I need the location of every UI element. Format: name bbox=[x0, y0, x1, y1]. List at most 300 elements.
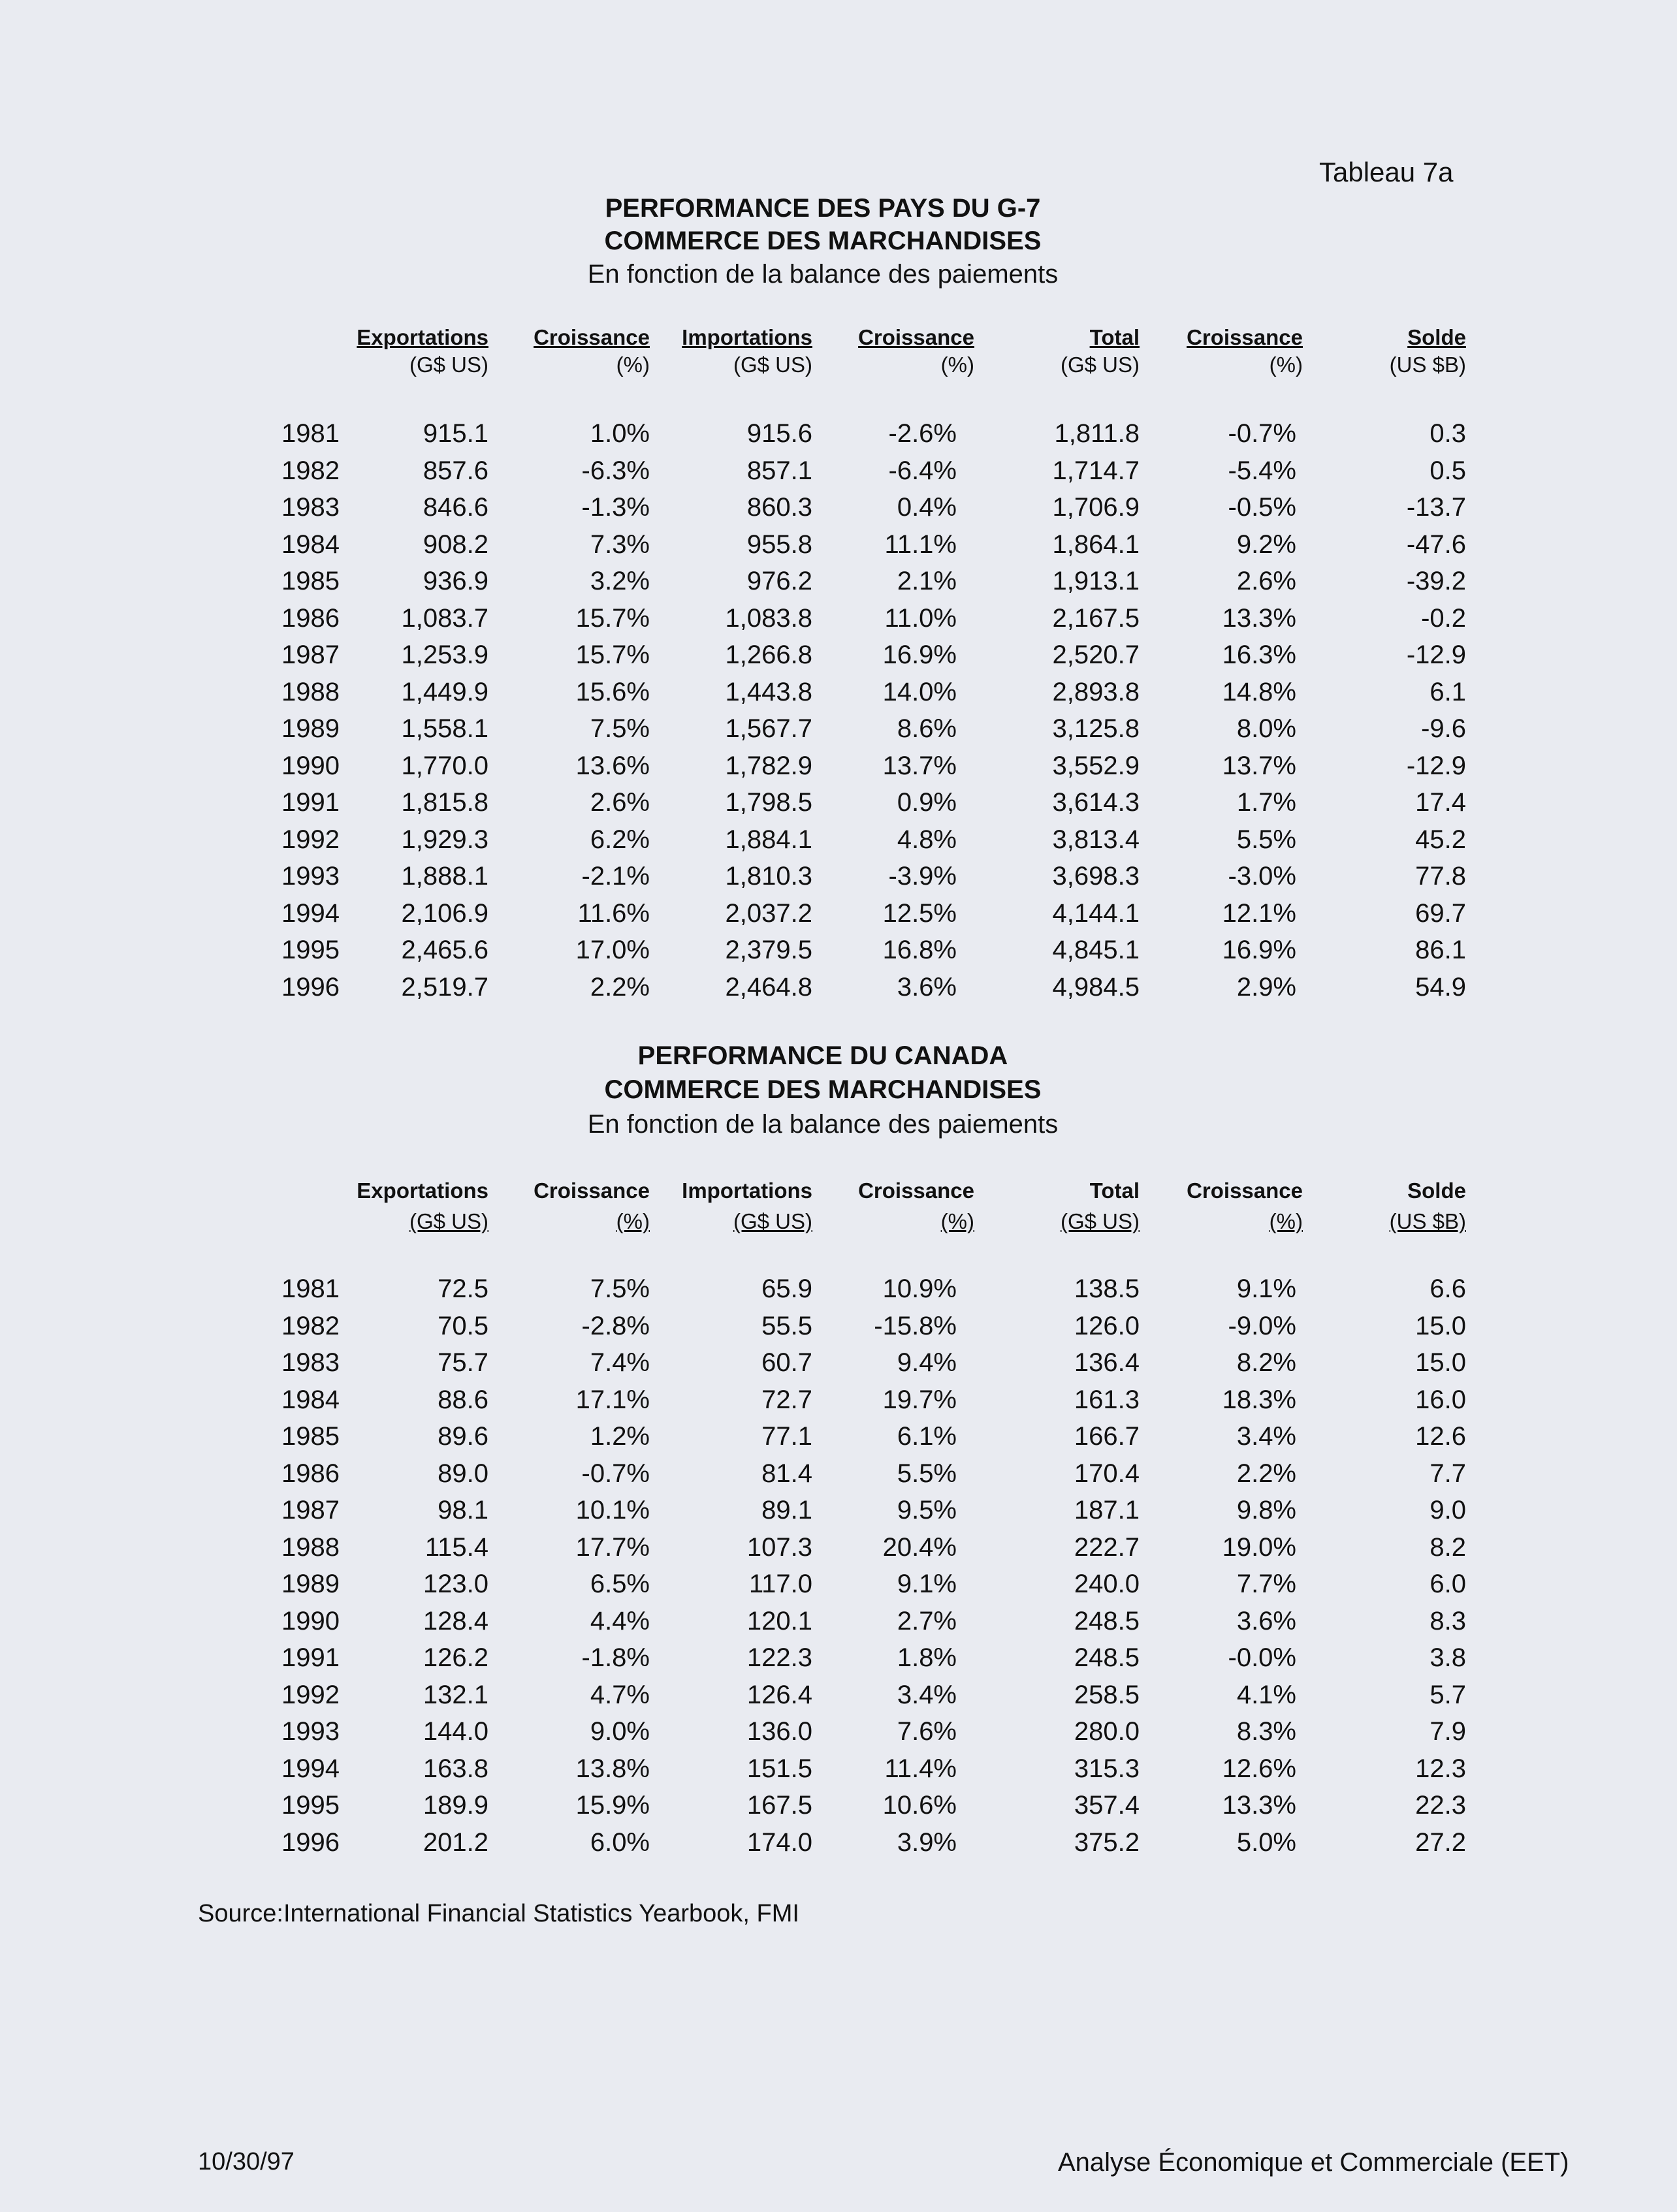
value-cell: 2,167.5 bbox=[1052, 603, 1140, 633]
value-cell: 117.0 bbox=[748, 1570, 812, 1598]
value-cell: 132.1 bbox=[423, 1680, 488, 1709]
value-cell: 10.9% bbox=[882, 1274, 957, 1303]
value-cell: -3.9% bbox=[888, 862, 957, 891]
value-cell: 136.0 bbox=[746, 1717, 812, 1746]
year-cell: 1983 bbox=[281, 1348, 340, 1377]
value-cell: 1,443.8 bbox=[725, 677, 812, 706]
value-cell: -0.2 bbox=[1421, 603, 1466, 633]
year-cell: 1994 bbox=[281, 898, 340, 928]
value-cell: 2.6% bbox=[590, 788, 650, 817]
value-cell: 4.1% bbox=[1236, 1680, 1296, 1709]
value-cell: 65.9 bbox=[761, 1274, 812, 1303]
value-cell: 4,984.5 bbox=[1052, 972, 1140, 1002]
value-cell: 3.6% bbox=[1236, 1606, 1296, 1635]
value-cell: 6.0% bbox=[590, 1827, 650, 1857]
value-cell: 2.6% bbox=[1236, 567, 1296, 595]
value-cell: 8.2 bbox=[1429, 1532, 1466, 1562]
g7-unit-2: (G$ US) bbox=[733, 353, 812, 377]
table-row bbox=[0, 1754, 1677, 1791]
value-cell: -0.5% bbox=[1228, 493, 1296, 522]
value-cell: 1,567.7 bbox=[725, 714, 812, 743]
value-cell: 1,706.9 bbox=[1052, 493, 1140, 522]
value-cell: 1,083.8 bbox=[725, 603, 812, 633]
value-cell: 2,464.8 bbox=[725, 972, 812, 1002]
year-cell: 1989 bbox=[281, 714, 340, 743]
table-row bbox=[0, 1717, 1677, 1754]
value-cell: 107.3 bbox=[746, 1532, 812, 1562]
g7-unit-0: (G$ US) bbox=[409, 353, 488, 377]
value-cell: 89.1 bbox=[761, 1496, 812, 1525]
value-cell: 126.4 bbox=[746, 1680, 812, 1709]
value-cell: 15.6% bbox=[575, 677, 650, 706]
value-cell: 222.7 bbox=[1074, 1532, 1140, 1562]
value-cell: 7.9 bbox=[1429, 1717, 1466, 1746]
value-cell: 12.6% bbox=[1222, 1754, 1296, 1783]
value-cell: 6.1% bbox=[897, 1422, 957, 1451]
canada-unit-3: (%) bbox=[940, 1209, 974, 1233]
value-cell: 128.4 bbox=[423, 1606, 488, 1635]
year-cell: 1988 bbox=[281, 1532, 340, 1562]
value-cell: 10.1% bbox=[575, 1496, 650, 1525]
value-cell: 136.4 bbox=[1074, 1348, 1140, 1377]
table-row bbox=[0, 1348, 1677, 1385]
value-cell: 15.0 bbox=[1415, 1348, 1466, 1377]
value-cell: 936.9 bbox=[423, 567, 488, 595]
value-cell: 9.8% bbox=[1236, 1496, 1296, 1525]
value-cell: -15.8% bbox=[874, 1311, 957, 1340]
value-cell: 3.8 bbox=[1429, 1643, 1466, 1672]
canada-header-6: Solde bbox=[1407, 1178, 1466, 1203]
canada-subtitle: COMMERCE DES MARCHANDISES bbox=[604, 1075, 1042, 1104]
table-row bbox=[0, 1274, 1677, 1311]
value-cell: 6.1 bbox=[1429, 677, 1466, 706]
year-cell: 1985 bbox=[281, 567, 340, 595]
value-cell: 4,845.1 bbox=[1052, 936, 1140, 964]
value-cell: 3.4% bbox=[1236, 1422, 1296, 1451]
value-cell: 9.2% bbox=[1236, 529, 1296, 559]
year-cell: 1984 bbox=[281, 1385, 340, 1414]
g7-header-5: Croissance bbox=[1187, 325, 1303, 349]
value-cell: 11.6% bbox=[577, 898, 650, 928]
value-cell: 915.6 bbox=[746, 419, 812, 448]
value-cell: 8.6% bbox=[897, 714, 957, 743]
year-cell: 1984 bbox=[281, 529, 340, 559]
value-cell: 174.0 bbox=[746, 1827, 812, 1857]
value-cell: 120.1 bbox=[746, 1606, 812, 1635]
value-cell: 14.8% bbox=[1222, 677, 1296, 706]
value-cell: 9.4% bbox=[897, 1348, 957, 1377]
value-cell: 187.1 bbox=[1074, 1496, 1140, 1525]
value-cell: 9.5% bbox=[897, 1496, 957, 1525]
table-row bbox=[0, 1385, 1677, 1422]
value-cell: 123.0 bbox=[423, 1570, 488, 1598]
value-cell: 122.3 bbox=[746, 1643, 812, 1672]
value-cell: 1,782.9 bbox=[725, 751, 812, 780]
value-cell: 908.2 bbox=[423, 529, 488, 559]
value-cell: 15.9% bbox=[575, 1791, 650, 1820]
table-row bbox=[0, 1643, 1677, 1680]
year-cell: 1990 bbox=[281, 1606, 340, 1635]
value-cell: 13.6% bbox=[575, 751, 650, 780]
value-cell: 1,770.0 bbox=[401, 751, 488, 780]
value-cell: 1,449.9 bbox=[401, 677, 488, 706]
value-cell: -2.8% bbox=[581, 1311, 650, 1340]
value-cell: 89.6 bbox=[438, 1422, 488, 1451]
value-cell: 7.5% bbox=[590, 1274, 650, 1303]
g7-header-6: Solde bbox=[1407, 325, 1466, 349]
value-cell: 6.0 bbox=[1429, 1570, 1466, 1598]
value-cell: 2,106.9 bbox=[401, 898, 488, 928]
document-date: 10/30/97 bbox=[198, 2148, 295, 2175]
value-cell: 955.8 bbox=[746, 529, 812, 559]
value-cell: 2,465.6 bbox=[401, 936, 488, 964]
year-cell: 1994 bbox=[281, 1754, 340, 1783]
value-cell: 166.7 bbox=[1074, 1422, 1140, 1451]
canada-unit-2: (G$ US) bbox=[733, 1209, 812, 1233]
value-cell: 151.5 bbox=[746, 1754, 812, 1783]
value-cell: 1.0% bbox=[590, 419, 650, 448]
value-cell: 3,698.3 bbox=[1052, 862, 1140, 891]
value-cell: 161.3 bbox=[1074, 1385, 1140, 1414]
value-cell: 54.9 bbox=[1415, 972, 1466, 1002]
value-cell: 9.1% bbox=[897, 1570, 957, 1598]
table-row bbox=[0, 1312, 1677, 1348]
value-cell: 126.2 bbox=[423, 1643, 488, 1672]
value-cell: 1.7% bbox=[1236, 788, 1296, 817]
value-cell: -13.7 bbox=[1406, 493, 1466, 522]
value-cell: 3.2% bbox=[590, 567, 650, 595]
year-cell: 1986 bbox=[281, 603, 340, 633]
value-cell: 3.6% bbox=[897, 972, 957, 1002]
value-cell: -12.9 bbox=[1406, 640, 1466, 669]
value-cell: 315.3 bbox=[1074, 1754, 1140, 1783]
value-cell: 7.3% bbox=[590, 529, 650, 559]
value-cell: 7.7 bbox=[1429, 1459, 1466, 1488]
value-cell: 16.3% bbox=[1222, 640, 1296, 669]
value-cell: 12.3 bbox=[1415, 1754, 1466, 1783]
table-row bbox=[0, 862, 1677, 898]
value-cell: -1.3% bbox=[581, 493, 650, 522]
value-cell: 2.2% bbox=[1236, 1459, 1296, 1488]
value-cell: 8.2% bbox=[1236, 1348, 1296, 1377]
value-cell: 12.1% bbox=[1222, 898, 1296, 928]
value-cell: 75.7 bbox=[438, 1348, 488, 1377]
table-row bbox=[0, 456, 1677, 493]
table-row bbox=[0, 1496, 1677, 1532]
value-cell: 2,037.2 bbox=[725, 898, 812, 928]
value-cell: 11.4% bbox=[884, 1754, 957, 1783]
table-row bbox=[0, 973, 1677, 1009]
year-cell: 1995 bbox=[281, 1791, 340, 1820]
year-cell: 1996 bbox=[281, 972, 340, 1002]
value-cell: 72.5 bbox=[438, 1274, 488, 1303]
year-cell: 1990 bbox=[281, 751, 340, 780]
year-cell: 1992 bbox=[281, 1680, 340, 1709]
canada-header-3: Croissance bbox=[858, 1178, 974, 1203]
table-row bbox=[0, 936, 1677, 972]
value-cell: 9.1% bbox=[1236, 1274, 1296, 1303]
value-cell: 13.7% bbox=[1222, 751, 1296, 780]
canada-header-1: Croissance bbox=[534, 1178, 650, 1203]
value-cell: 201.2 bbox=[423, 1827, 488, 1857]
value-cell: -6.3% bbox=[581, 456, 650, 485]
value-cell: 13.7% bbox=[882, 751, 957, 780]
value-cell: 915.1 bbox=[423, 419, 488, 448]
value-cell: -12.9 bbox=[1406, 751, 1466, 780]
canada-header-5: Croissance bbox=[1187, 1178, 1303, 1203]
value-cell: 4.4% bbox=[590, 1606, 650, 1635]
value-cell: 11.1% bbox=[884, 529, 957, 559]
g7-header-3: Croissance bbox=[858, 325, 974, 349]
table-row bbox=[0, 788, 1677, 825]
value-cell: 7.5% bbox=[590, 714, 650, 743]
g7-header-1: Croissance bbox=[534, 325, 650, 349]
year-cell: 1987 bbox=[281, 640, 340, 669]
value-cell: 1,811.8 bbox=[1054, 419, 1140, 448]
value-cell: 1.2% bbox=[590, 1422, 650, 1451]
value-cell: 81.4 bbox=[761, 1459, 812, 1488]
value-cell: 98.1 bbox=[438, 1496, 488, 1525]
value-cell: -0.7% bbox=[1228, 419, 1296, 448]
value-cell: -1.8% bbox=[581, 1643, 650, 1672]
g7-header-4: Total bbox=[1089, 325, 1140, 349]
value-cell: 86.1 bbox=[1415, 936, 1466, 964]
table-row bbox=[0, 714, 1677, 751]
value-cell: 20.4% bbox=[882, 1532, 957, 1562]
canada-unit-4: (G$ US) bbox=[1060, 1209, 1140, 1233]
canada-header-0: Exportations bbox=[357, 1178, 488, 1203]
value-cell: 126.0 bbox=[1074, 1311, 1140, 1340]
value-cell: 19.7% bbox=[882, 1385, 957, 1414]
value-cell: 17.7% bbox=[575, 1532, 650, 1562]
table-row bbox=[0, 604, 1677, 640]
table-row bbox=[0, 640, 1677, 677]
value-cell: 1,798.5 bbox=[725, 788, 812, 817]
table-row bbox=[0, 567, 1677, 603]
table-row bbox=[0, 1459, 1677, 1496]
value-cell: 1,253.9 bbox=[401, 640, 488, 669]
value-cell: 5.5% bbox=[897, 1459, 957, 1488]
value-cell: 14.0% bbox=[882, 677, 957, 706]
table-row bbox=[0, 493, 1677, 529]
value-cell: 17.0% bbox=[575, 936, 650, 964]
value-cell: 2,893.8 bbox=[1052, 677, 1140, 706]
value-cell: 1,810.3 bbox=[725, 862, 812, 891]
year-cell: 1993 bbox=[281, 862, 340, 891]
year-cell: 1986 bbox=[281, 1459, 340, 1488]
g7-caption: En fonction de la balance des paiements bbox=[587, 260, 1059, 289]
value-cell: 0.3 bbox=[1429, 419, 1466, 448]
value-cell: 2,519.7 bbox=[401, 972, 488, 1002]
value-cell: 13.8% bbox=[575, 1754, 650, 1783]
value-cell: 144.0 bbox=[423, 1717, 488, 1746]
source-note: Source:International Financial Statistics Yearbook, FMI bbox=[198, 1900, 799, 1927]
value-cell: 70.5 bbox=[438, 1311, 488, 1340]
value-cell: 16.9% bbox=[882, 640, 957, 669]
value-cell: 3,125.8 bbox=[1052, 714, 1140, 743]
value-cell: 976.2 bbox=[746, 567, 812, 595]
value-cell: 16.9% bbox=[1222, 936, 1296, 964]
value-cell: 0.4% bbox=[897, 493, 957, 522]
value-cell: 857.6 bbox=[423, 456, 488, 485]
value-cell: 13.3% bbox=[1222, 603, 1296, 633]
g7-unit-1: (%) bbox=[616, 353, 650, 377]
g7-unit-6: (US $B) bbox=[1389, 353, 1466, 377]
value-cell: 1,929.3 bbox=[401, 825, 488, 854]
canada-unit-1: (%) bbox=[616, 1209, 650, 1233]
table-row bbox=[0, 1533, 1677, 1570]
value-cell: 27.2 bbox=[1415, 1827, 1466, 1857]
value-cell: 89.0 bbox=[438, 1459, 488, 1488]
value-cell: 4.8% bbox=[897, 825, 957, 854]
value-cell: 69.7 bbox=[1415, 898, 1466, 928]
value-cell: 1.8% bbox=[897, 1643, 957, 1672]
value-cell: 3,813.4 bbox=[1052, 825, 1140, 854]
table-row bbox=[0, 751, 1677, 788]
value-cell: -39.2 bbox=[1406, 567, 1466, 595]
value-cell: -2.6% bbox=[888, 419, 957, 448]
value-cell: 5.7 bbox=[1429, 1680, 1466, 1709]
canada-caption: En fonction de la balance des paiements bbox=[587, 1110, 1059, 1139]
value-cell: 6.2% bbox=[590, 825, 650, 854]
value-cell: 258.5 bbox=[1074, 1680, 1140, 1709]
value-cell: -5.4% bbox=[1228, 456, 1296, 485]
year-cell: 1993 bbox=[281, 1717, 340, 1746]
value-cell: 4.7% bbox=[590, 1680, 650, 1709]
year-cell: 1982 bbox=[281, 456, 340, 485]
value-cell: 1,913.1 bbox=[1052, 567, 1140, 595]
g7-header-2: Importations bbox=[682, 325, 812, 349]
value-cell: 2,520.7 bbox=[1052, 640, 1140, 669]
year-cell: 1981 bbox=[281, 1274, 340, 1303]
value-cell: 22.3 bbox=[1415, 1791, 1466, 1820]
value-cell: 1,558.1 bbox=[401, 714, 488, 743]
value-cell: 857.1 bbox=[746, 456, 812, 485]
value-cell: 5.0% bbox=[1236, 1827, 1296, 1857]
g7-unit-5: (%) bbox=[1269, 353, 1303, 377]
value-cell: 2,379.5 bbox=[725, 936, 812, 964]
g7-header-0: Exportations bbox=[357, 325, 488, 349]
value-cell: 163.8 bbox=[423, 1754, 488, 1783]
value-cell: 0.9% bbox=[897, 788, 957, 817]
table-row bbox=[0, 530, 1677, 567]
value-cell: 2.2% bbox=[590, 972, 650, 1002]
value-cell: 375.2 bbox=[1074, 1827, 1140, 1857]
organization-footer: Analyse Économique et Commerciale (EET) bbox=[1058, 2148, 1569, 2177]
value-cell: 2.9% bbox=[1236, 972, 1296, 1002]
table-row bbox=[0, 1828, 1677, 1865]
value-cell: 115.4 bbox=[424, 1532, 488, 1562]
value-cell: 16.0 bbox=[1415, 1385, 1466, 1414]
canada-header-2: Importations bbox=[682, 1178, 812, 1203]
value-cell: 17.1% bbox=[575, 1385, 650, 1414]
value-cell: 19.0% bbox=[1222, 1532, 1296, 1562]
year-cell: 1991 bbox=[281, 1643, 340, 1672]
value-cell: 3.9% bbox=[897, 1827, 957, 1857]
value-cell: 357.4 bbox=[1074, 1791, 1140, 1820]
value-cell: 248.5 bbox=[1074, 1606, 1140, 1635]
table-tag: Tableau 7a bbox=[1319, 157, 1454, 187]
value-cell: 0.5 bbox=[1429, 456, 1466, 485]
value-cell: 1,266.8 bbox=[725, 640, 812, 669]
table-row bbox=[0, 899, 1677, 936]
g7-unit-4: (G$ US) bbox=[1060, 353, 1140, 377]
value-cell: 7.4% bbox=[590, 1348, 650, 1377]
canada-unit-5: (%) bbox=[1269, 1209, 1303, 1233]
table-row bbox=[0, 1681, 1677, 1717]
canada-title: PERFORMANCE DU CANADA bbox=[637, 1041, 1008, 1070]
value-cell: 3,614.3 bbox=[1052, 788, 1140, 817]
value-cell: 72.7 bbox=[761, 1385, 812, 1414]
value-cell: 4,144.1 bbox=[1052, 898, 1140, 928]
value-cell: 88.6 bbox=[438, 1385, 488, 1414]
value-cell: 9.0% bbox=[590, 1717, 650, 1746]
value-cell: 15.0 bbox=[1415, 1311, 1466, 1340]
value-cell: 15.7% bbox=[575, 640, 650, 669]
value-cell: -47.6 bbox=[1406, 529, 1466, 559]
value-cell: 18.3% bbox=[1222, 1385, 1296, 1414]
value-cell: 138.5 bbox=[1074, 1274, 1140, 1303]
value-cell: 860.3 bbox=[746, 493, 812, 522]
value-cell: 12.5% bbox=[882, 898, 957, 928]
g7-unit-3: (%) bbox=[940, 353, 974, 377]
value-cell: 17.4 bbox=[1415, 788, 1466, 817]
table-row bbox=[0, 825, 1677, 862]
value-cell: 11.0% bbox=[884, 603, 957, 633]
g7-title: PERFORMANCE DES PAYS DU G-7 bbox=[605, 194, 1041, 223]
canada-unit-6: (US $B) bbox=[1389, 1209, 1466, 1233]
year-cell: 1981 bbox=[281, 419, 340, 448]
value-cell: -3.0% bbox=[1228, 862, 1296, 891]
year-cell: 1988 bbox=[281, 677, 340, 706]
year-cell: 1991 bbox=[281, 788, 340, 817]
value-cell: 1,714.7 bbox=[1052, 456, 1140, 485]
year-cell: 1985 bbox=[281, 1422, 340, 1451]
table-row bbox=[0, 678, 1677, 714]
value-cell: 1,888.1 bbox=[401, 862, 488, 891]
value-cell: 1,815.8 bbox=[401, 788, 488, 817]
table-row bbox=[0, 1422, 1677, 1459]
value-cell: 8.3% bbox=[1236, 1717, 1296, 1746]
value-cell: 15.7% bbox=[575, 603, 650, 633]
table-row bbox=[0, 1791, 1677, 1827]
value-cell: 1,884.1 bbox=[725, 825, 812, 854]
value-cell: 6.5% bbox=[590, 1570, 650, 1598]
table-row bbox=[0, 1607, 1677, 1643]
value-cell: -0.7% bbox=[581, 1459, 650, 1488]
value-cell: 8.3 bbox=[1429, 1606, 1466, 1635]
value-cell: 16.8% bbox=[882, 936, 957, 964]
value-cell: 846.6 bbox=[423, 493, 488, 522]
value-cell: -9.0% bbox=[1228, 1311, 1296, 1340]
year-cell: 1996 bbox=[281, 1827, 340, 1857]
value-cell: 1,864.1 bbox=[1052, 529, 1140, 559]
table-row bbox=[0, 1570, 1677, 1606]
year-cell: 1995 bbox=[281, 936, 340, 964]
value-cell: 77.8 bbox=[1415, 862, 1466, 891]
value-cell: 60.7 bbox=[761, 1348, 812, 1377]
value-cell: 5.5% bbox=[1236, 825, 1296, 854]
value-cell: 9.0 bbox=[1429, 1496, 1466, 1525]
value-cell: 77.1 bbox=[761, 1422, 812, 1451]
value-cell: 167.5 bbox=[746, 1791, 812, 1820]
table-row bbox=[0, 419, 1677, 456]
value-cell: 170.4 bbox=[1074, 1459, 1140, 1488]
value-cell: 6.6 bbox=[1429, 1274, 1466, 1303]
value-cell: 2.1% bbox=[897, 567, 957, 595]
value-cell: 280.0 bbox=[1074, 1717, 1140, 1746]
value-cell: 45.2 bbox=[1415, 825, 1466, 854]
